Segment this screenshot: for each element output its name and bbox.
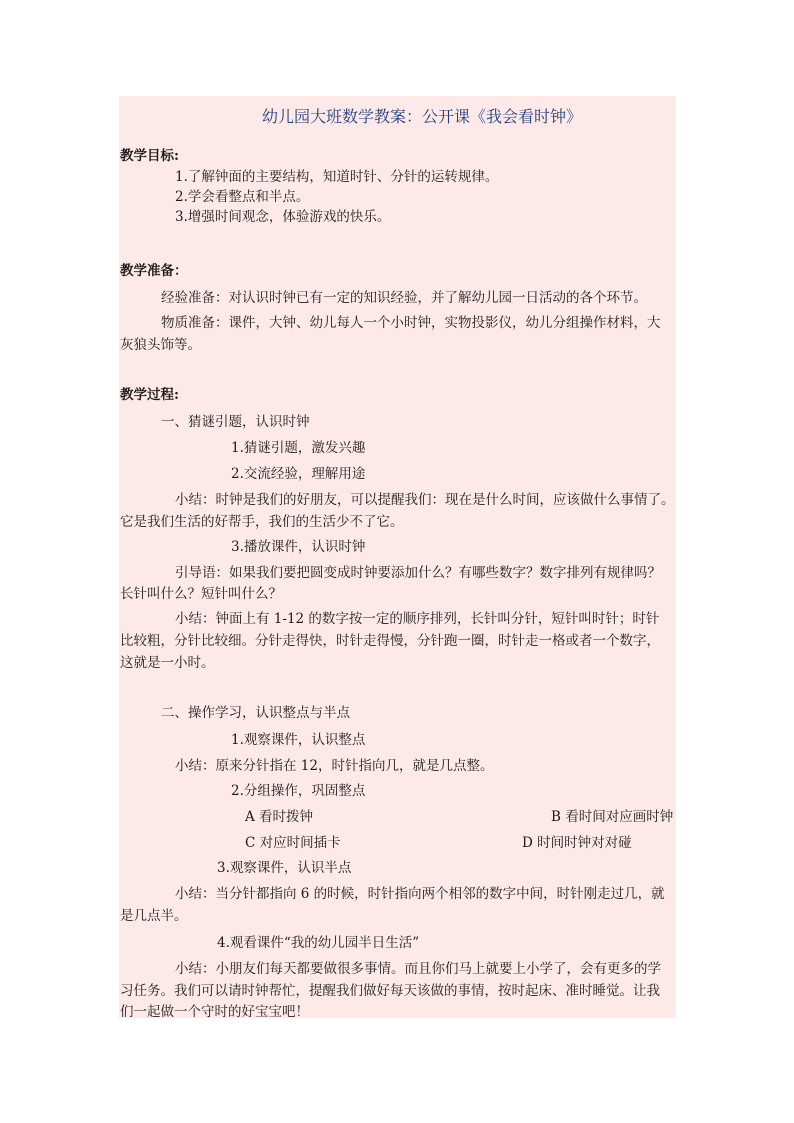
part2-step: 4.观看课件“我的幼儿园半日生活” [217, 935, 420, 951]
summary-text: 小结：时钟是我们的好朋友，可以提醒我们：现在是什么时间，应该做什么事情了。 [175, 492, 675, 508]
document-title: 幼儿园大班数学教案：公开课《我会看时钟》 [262, 107, 583, 126]
summary-text: 们一起做一个守时的好宝宝吧！ [120, 1004, 309, 1020]
prep-material: 物质准备：课件，大钟、幼儿每人一个小时钟，实物投影仪，幼儿分组操作材料，大 [161, 315, 661, 331]
option-a: A 看时拨钟 [245, 809, 314, 825]
summary-text: 小结：小朋友们每天都要做很多事情。而且你们马上就要上小学了，会有更多的学 [175, 961, 661, 977]
guide-text: 引导语：如果我们要把圆变成时钟要添加什么？有哪些数字？数字排列有规律吗？ [175, 565, 661, 581]
summary-text: 它是我们生活的好帮手，我们的生活少不了它。 [120, 514, 404, 530]
prep-heading: 教学准备： [120, 263, 188, 279]
summary-text: 小结：原来分针指在 12，时针指向几，就是几点整。 [175, 758, 494, 774]
goal-item: 1.了解钟面的主要结构，知道时针、分针的运转规律。 [175, 169, 499, 185]
part2-step: 2.分组操作，巩固整点 [231, 783, 366, 799]
summary-text: 这就是一小时。 [120, 655, 215, 671]
prep-experience: 经验准备：对认识时钟已有一定的知识经验，并了解幼儿园一日活动的各个环节。 [161, 290, 647, 306]
document-page [119, 96, 676, 1018]
part1-title: 一、猜谜引题，认识时钟 [161, 414, 310, 430]
option-b: B 看时间对应画时钟 [551, 809, 674, 825]
part1-step: 3.播放课件，认识时钟 [231, 539, 366, 555]
goal-item: 2.学会看整点和半点。 [175, 189, 310, 205]
process-heading: 教学过程: [120, 387, 179, 403]
part2-step: 1.观察课件，认识整点 [231, 732, 366, 748]
part2-title: 二、操作学习，认识整点与半点 [161, 705, 350, 721]
part2-step: 3.观察课件，认识半点 [217, 860, 352, 876]
summary-text: 习任务。我们可以请时钟帮忙，提醒我们做好每天该做的事情，按时起床、准时睡觉。让我 [120, 983, 660, 999]
option-d: D 时间时钟对对碰 [522, 835, 632, 851]
prep-material-cont: 灰狼头饰等。 [120, 337, 201, 353]
goals-heading: 教学目标: [120, 148, 179, 164]
summary-text: 是几点半。 [120, 908, 188, 924]
option-c: C 对应时间插卡 [245, 835, 341, 851]
goal-item: 3.增强时间观念，体验游戏的快乐。 [175, 209, 391, 225]
summary-text: 比较粗，分针比较细。分针走得快，时针走得慢，分针跑一圈，时针走一格或者一个数字， [120, 633, 660, 649]
guide-text: 长针叫什么？短针叫什么？ [120, 586, 282, 602]
part1-step: 1.猜谜引题，激发兴趣 [231, 440, 366, 456]
part1-step: 2.交流经验，理解用途 [231, 466, 366, 482]
summary-text: 小结：当分针都指向 6 的时候，时针指向两个相邻的数字中间，时针刚走过几，就 [175, 886, 665, 902]
summary-text: 小结：钟面上有 1-12 的数字按一定的顺序排列，长针叫分针，短针叫时针；时针 [175, 611, 660, 627]
